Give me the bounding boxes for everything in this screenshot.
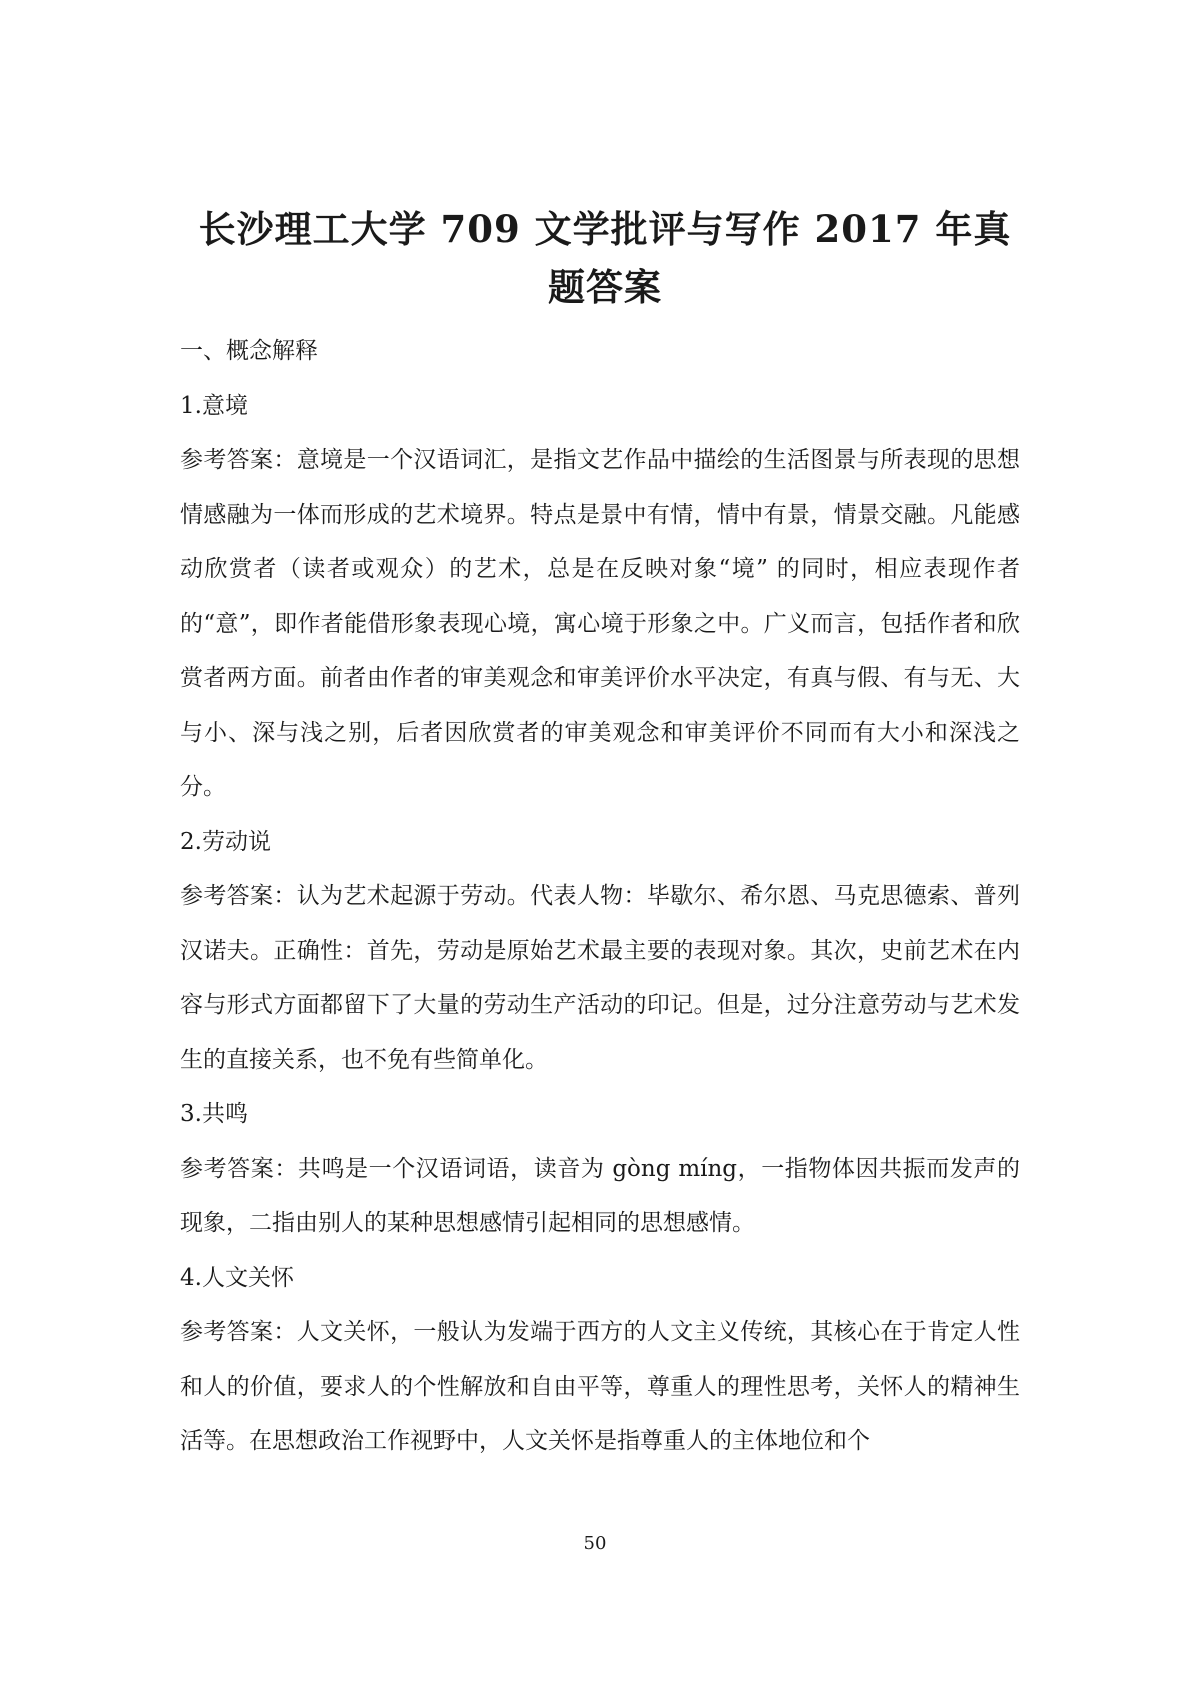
item-heading-2: 2.劳动说 — [180, 828, 271, 855]
item-answer-1: 参考答案：意境是一个汉语词汇，是指文艺作品中描绘的生活图景与所表现的思想情感融为一体而形成的艺术境界。特点是景中有情，情中有景，情景交融。凡能感动欣赏者（读者或观众）的艺术，总是在反映对象“境” 的同时，相应表现作者的“意”，即作者能借形象表现心境，寓心境于形象之中。广义而言，包括作者和欣赏者两方面。前者由作者的审美观念和审美评价水平决定，有真与假、有与无、大与小、深与浅之别，后者因欣赏者的审美观念和审美评价不同而有大小和深浅之分。 — [180, 447, 1020, 800]
document-title: 长沙理工大学 709 文学批评与写作 2017 年真题答案 — [198, 207, 1012, 309]
section-heading: 一、概念解释 — [180, 338, 318, 364]
item-answer-3: 参考答案：共鸣是一个汉语词语，读音为 gòng míng，一指物体因共振而发声的现象，二指由别人的某种思想感情引起相同的思想感情。 — [180, 1155, 1020, 1236]
item-heading-3: 3.共鸣 — [180, 1101, 248, 1127]
item-heading-1: 1.意境 — [180, 392, 248, 419]
item-answer-2: 参考答案：认为艺术起源于劳动。代表人物：毕歇尔、希尔恩、马克思德索、普列汉诺夫。正确性：首先，劳动是原始艺术最主要的表现对象。其次，史前艺术在内容与形式方面都留下了大量的劳动生产活动的印记。但是，过分注意劳动与艺术发生的直接关系，也不免有些简单化。 — [180, 883, 1020, 1073]
document-body — [180, 324, 1020, 1469]
page-number: 50 — [583, 1533, 607, 1554]
item-answer-4: 参考答案：人文关怀，一般认为发端于西方的人文主义传统，其核心在于肯定人性和人的价值，要求人的个性解放和自由平等，尊重人的理性思考，关怀人的精神生活等。在思想政治工作视野中，人文关怀是指尊重人的主体地位和个 — [180, 1319, 1020, 1454]
item-heading-4: 4.人文关怀 — [180, 1264, 294, 1291]
